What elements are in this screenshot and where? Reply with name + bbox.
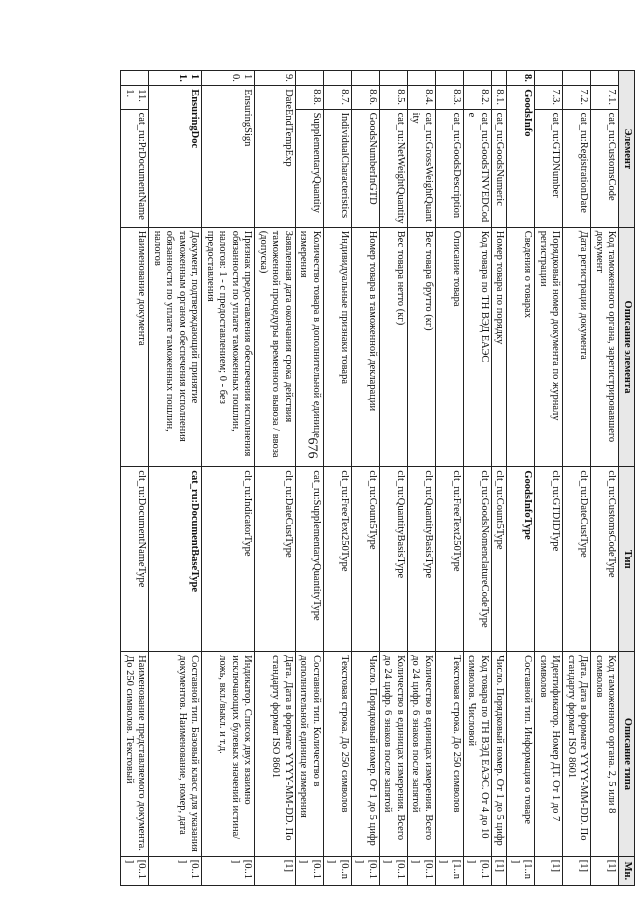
table-header-row bbox=[619, 71, 635, 886]
table-row bbox=[591, 71, 619, 886]
element-name: cat_ru:CustomsCode bbox=[591, 109, 619, 227]
indent-cell bbox=[121, 71, 149, 86]
table-row bbox=[535, 71, 563, 886]
type-description: Дата. Дата в формате YYYY-MM-DD. По стандарту формат ISO 8601 bbox=[255, 652, 296, 857]
type-description: Идентификатор. Номер ДТ. От 1 до 7 символов bbox=[535, 652, 563, 857]
type-name: clt_ru:IndicatorType bbox=[202, 467, 255, 652]
multiplicity: [0..1] bbox=[202, 856, 255, 885]
element-description: Вес товара брутто (кг) bbox=[408, 227, 436, 467]
table-row bbox=[436, 71, 464, 886]
element-name: cat_ru:GoodsDescription bbox=[436, 109, 464, 227]
indent-cell bbox=[464, 71, 492, 86]
element-description: Индивидуальные признаки товара bbox=[324, 227, 352, 467]
multiplicity: [1] bbox=[591, 856, 619, 885]
type-name: clt_ru:Count5Type bbox=[352, 467, 380, 652]
table-row bbox=[324, 71, 352, 886]
row-number: 8.1. bbox=[492, 86, 508, 109]
row-number: 9. bbox=[255, 71, 296, 86]
element-name: cat_ru:GoodsNumeric bbox=[492, 109, 508, 227]
multiplicity: [0..1] bbox=[121, 856, 149, 885]
table-row bbox=[464, 71, 492, 886]
multiplicity: [0..1] bbox=[296, 856, 324, 885]
element-description: Вес товара нетто (кг) bbox=[380, 227, 408, 467]
element-name: EnsuringDoc bbox=[149, 86, 202, 228]
multiplicity: [1] bbox=[255, 856, 296, 885]
type-name: cat_ru:DocumentBaseType bbox=[149, 467, 202, 652]
type-name: clt_ru:Count5Type bbox=[492, 467, 508, 652]
indent-cell bbox=[563, 71, 591, 86]
indent-cell bbox=[352, 71, 380, 86]
element-description: Документ, подтверждающий принятие таможенным органом обеспечения исполнения обязанности по уплате таможенных пошлин, налогов bbox=[149, 227, 202, 467]
row-number: 10. bbox=[202, 71, 255, 86]
spec-table bbox=[121, 70, 636, 886]
row-number: 11. bbox=[149, 71, 202, 86]
element-description: Дата регистрации документа bbox=[563, 227, 591, 467]
type-description: Составной тип. Количество в дополнительной единице измерения bbox=[296, 652, 324, 857]
multiplicity: [0..1] bbox=[149, 856, 202, 885]
element-description: Признак предоставления обеспечения исполнения обязанности по уплате таможенных пошлин, налогов: 1 - с предоставлением; 0 - без предоставления bbox=[202, 227, 255, 467]
element-description: Заявленная дата окончания срока действия таможенной процедуры временного вывоза / ввоза (допуска) bbox=[255, 227, 296, 467]
element-description: Код товара по ТН ВЭД ЕАЭС bbox=[464, 227, 492, 467]
type-name: clt_ru:DateCustType bbox=[563, 467, 591, 652]
row-number: 8.2. bbox=[464, 86, 492, 109]
row-number: 8.3. bbox=[436, 86, 464, 109]
rotated-table-region bbox=[95, 70, 635, 886]
table-body bbox=[121, 71, 619, 886]
element-name: cat_ru:GrossWeightQuantity bbox=[408, 109, 436, 227]
element-description: Сведения о товарах bbox=[507, 227, 535, 467]
indent-cell bbox=[535, 71, 563, 86]
table-row bbox=[563, 71, 591, 886]
element-description: Код таможенного органа, зарегистрировавшего документ bbox=[591, 227, 619, 467]
header-element: Элемент bbox=[619, 71, 635, 228]
table-row bbox=[492, 71, 508, 886]
type-name: clt_ru:DocumentNameType bbox=[121, 467, 149, 652]
row-number: 8.8. bbox=[296, 86, 324, 109]
element-name: cat_ru:GTDNumber bbox=[535, 109, 563, 227]
type-name: clt_ru:FreeText250Type bbox=[436, 467, 464, 652]
element-name: cat_ru:RegistrationDate bbox=[563, 109, 591, 227]
type-description: Составной тип. Базовый класс для указания документов. Наименование, номер, дата bbox=[149, 652, 202, 857]
row-number: 7.1. bbox=[591, 86, 619, 109]
multiplicity: [1..n] bbox=[436, 856, 464, 885]
type-name: clt_ru:FreeText250Type bbox=[324, 467, 352, 652]
element-name: cat_ru:PrDocumentName bbox=[121, 109, 149, 227]
multiplicity: [0..1] bbox=[408, 856, 436, 885]
multiplicity: [1] bbox=[535, 856, 563, 885]
row-number: 11.1. bbox=[121, 86, 149, 109]
header-type: Тип bbox=[619, 467, 635, 652]
element-name: GoodsNumberInGTD bbox=[352, 109, 380, 227]
multiplicity: [1..n] bbox=[507, 856, 535, 885]
type-description: Количество в единицах измерения. Всего до 24 цифр. 6 знаков после запятой bbox=[380, 652, 408, 857]
row-number: 7.2. bbox=[563, 86, 591, 109]
element-description: Номер товара по порядку bbox=[492, 227, 508, 467]
type-name: clt_ru:GTDIDType bbox=[535, 467, 563, 652]
element-name: GoodsInfo bbox=[507, 86, 535, 228]
row-number: 8. bbox=[507, 71, 535, 86]
type-name: clt_ru:GoodsNomenclatureCodeType bbox=[464, 467, 492, 652]
element-name: EnsuringSign bbox=[202, 86, 255, 228]
table-row bbox=[352, 71, 380, 886]
element-name: SupplementaryQuantity bbox=[296, 109, 324, 227]
type-description: Дата. Дата в формате YYYY-MM-DD. По стандарту формат ISO 8601 bbox=[563, 652, 591, 857]
type-description: Текстовая строка. До 250 символов bbox=[436, 652, 464, 857]
table-row bbox=[507, 71, 535, 886]
multiplicity: [1] bbox=[563, 856, 591, 885]
type-description: Индикатор. Список двух взаимно исключающих булевых значений истина/ложь, вкл./выкл. и т.д. bbox=[202, 652, 255, 857]
type-description: Код таможенного органа. 2, 5 или 8 символов bbox=[591, 652, 619, 857]
row-number: 8.7. bbox=[324, 86, 352, 109]
row-number: 8.5. bbox=[380, 86, 408, 109]
type-description: Код товара по ТН ВЭД ЕАЭС. От 4 до 10 символов. Числовой bbox=[464, 652, 492, 857]
header-type-desc: Описание типа bbox=[619, 652, 635, 857]
indent-cell bbox=[492, 71, 508, 86]
indent-cell bbox=[380, 71, 408, 86]
table-row bbox=[121, 71, 149, 886]
element-description: Количество товара в дополнительной единице измерения bbox=[296, 227, 324, 467]
table-row bbox=[149, 71, 202, 886]
element-name: DateEndTempExp bbox=[255, 86, 296, 228]
element-description: Описание товара bbox=[436, 227, 464, 467]
type-description: Составной тип. Информация о товаре bbox=[507, 652, 535, 857]
element-name: cat_ru:GoodsTNVEDCode bbox=[464, 109, 492, 227]
type-description: Текстовая строка. До 250 символов bbox=[324, 652, 352, 857]
type-name: clt_ru:DateCustType bbox=[255, 467, 296, 652]
indent-cell bbox=[591, 71, 619, 86]
indent-cell bbox=[408, 71, 436, 86]
multiplicity: [0..1] bbox=[352, 856, 380, 885]
multiplicity: [0..1] bbox=[380, 856, 408, 885]
type-name: clt_ru:QuantityBasisType bbox=[408, 467, 436, 652]
element-description: Порядковый номер документа по журналу регистрации bbox=[535, 227, 563, 467]
row-number: 8.4. bbox=[408, 86, 436, 109]
element-description: Наименование документа bbox=[121, 227, 149, 467]
type-description: Число. Порядковый номер. От 1 до 5 цифр bbox=[352, 652, 380, 857]
multiplicity: [1] bbox=[492, 856, 508, 885]
type-description: Количество в единицах измерения. Всего до 24 цифр. 6 знаков после запятой bbox=[408, 652, 436, 857]
type-name: clt_ru:QuantityBasisType bbox=[380, 467, 408, 652]
table-row bbox=[255, 71, 296, 886]
row-number: 7.3. bbox=[535, 86, 563, 109]
indent-cell bbox=[436, 71, 464, 86]
element-description: Номер товара в таможенной декларации bbox=[352, 227, 380, 467]
row-number: 8.6. bbox=[352, 86, 380, 109]
table-row bbox=[408, 71, 436, 886]
header-mn: Мн. bbox=[619, 856, 635, 885]
page-number: 676 bbox=[304, 437, 320, 459]
indent-cell bbox=[296, 71, 324, 86]
table-row bbox=[380, 71, 408, 886]
multiplicity: [0..n] bbox=[324, 856, 352, 885]
type-description: Число. Порядковый номер. От 1 до 5 цифр bbox=[492, 652, 508, 857]
indent-cell bbox=[324, 71, 352, 86]
element-name: cat_ru:NetWeightQuantity bbox=[380, 109, 408, 227]
header-element-desc: Описание элемента bbox=[619, 227, 635, 467]
table-row bbox=[202, 71, 255, 886]
type-description: Наименование представляемого документа. До 250 символов. Текстовый bbox=[121, 652, 149, 857]
type-name: clt_ru:CustomsCodeType bbox=[591, 467, 619, 652]
element-name: IndividualCharacteristics bbox=[324, 109, 352, 227]
type-name: GoodsInfoType bbox=[507, 467, 535, 652]
table-row bbox=[296, 71, 324, 886]
type-name: cat_ru:SupplementaryQuantityType bbox=[296, 467, 324, 652]
multiplicity: [0..1] bbox=[464, 856, 492, 885]
